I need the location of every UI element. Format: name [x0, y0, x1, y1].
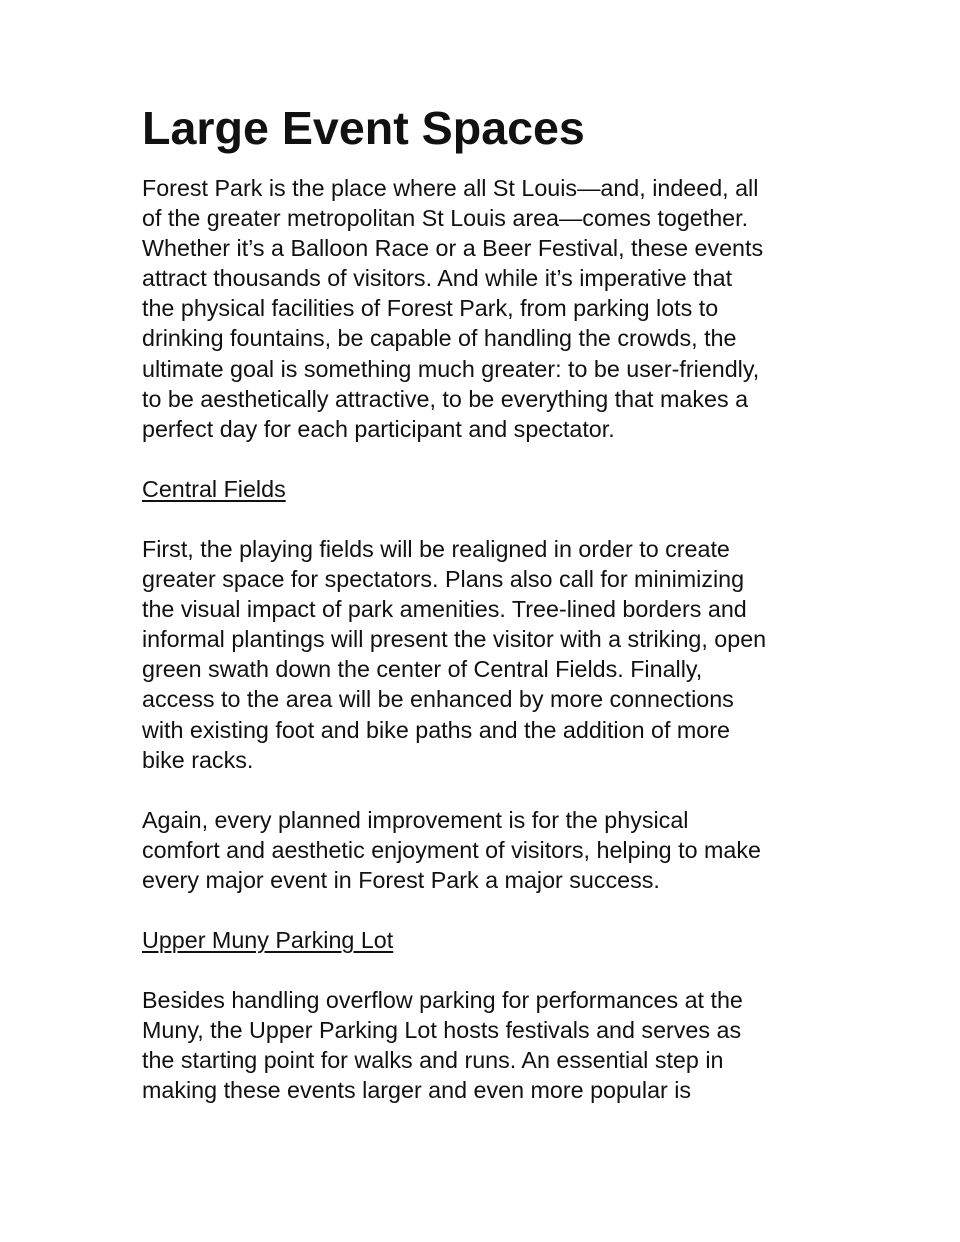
- spacer: [142, 444, 832, 474]
- text-line: perfect day for each participant and spectator.: [142, 415, 615, 442]
- text-line: making these events larger and even more popular is: [142, 1077, 692, 1104]
- spacer: [142, 775, 832, 805]
- text-line: Whether it’s a Balloon Race or a Beer Festival, these events: [142, 235, 764, 262]
- intro-paragraph: [142, 173, 832, 444]
- spacer: [142, 895, 832, 925]
- text-line: greater space for spectators. Plans also call for minimizing: [142, 566, 745, 593]
- text-line: with existing foot and bike paths and the addition of more: [142, 716, 730, 743]
- text-line: the starting point for walks and runs. An essential step in: [142, 1047, 724, 1074]
- text-line: drinking fountains, be capable of handling the crowds, the: [142, 325, 737, 352]
- text-line: bike racks.: [142, 746, 254, 773]
- text-line: access to the area will be enhanced by more connections: [142, 686, 734, 713]
- text-line: the visual impact of park amenities. Tree-lined borders and: [142, 596, 747, 623]
- text-line: Muny, the Upper Parking Lot hosts festivals and serves as: [142, 1017, 742, 1044]
- section-heading-upper-muny-parking-lot: Upper Muny Parking Lot: [142, 926, 394, 953]
- text-line: the physical facilities of Forest Park, from parking lots to: [142, 295, 719, 322]
- text-line: comfort and aesthetic enjoyment of visitors, helping to make: [142, 836, 761, 863]
- document-title: Large Event Spaces: [142, 102, 585, 154]
- text-line: ultimate goal is something much greater: to be user-friendly,: [142, 355, 760, 382]
- spacer: [142, 504, 832, 534]
- document-page: [142, 102, 832, 1105]
- spacer: [142, 955, 832, 985]
- text-line: attract thousands of visitors. And while it’s imperative that: [142, 265, 733, 292]
- text-line: Forest Park is the place where all St Louis—and, indeed, all: [142, 175, 759, 201]
- central-fields-paragraph-2: [142, 805, 832, 895]
- text-line: of the greater metropolitan St Louis area—comes together.: [142, 205, 749, 232]
- text-line: green swath down the center of Central Fields. Finally,: [142, 656, 703, 683]
- text-line: Again, every planned improvement is for the physical: [142, 806, 689, 833]
- text-line: First, the playing fields will be realigned in order to create: [142, 535, 730, 562]
- upper-muny-paragraph-1: [142, 985, 832, 1105]
- text-line: every major event in Forest Park a major success.: [142, 866, 660, 893]
- section-heading-central-fields: Central Fields: [142, 475, 286, 502]
- central-fields-paragraph-1: [142, 534, 832, 775]
- text-line: informal plantings will present the visitor with a striking, open: [142, 626, 767, 653]
- text-line: to be aesthetically attractive, to be everything that makes a: [142, 385, 749, 412]
- text-line: Besides handling overflow parking for performances at the: [142, 987, 743, 1014]
